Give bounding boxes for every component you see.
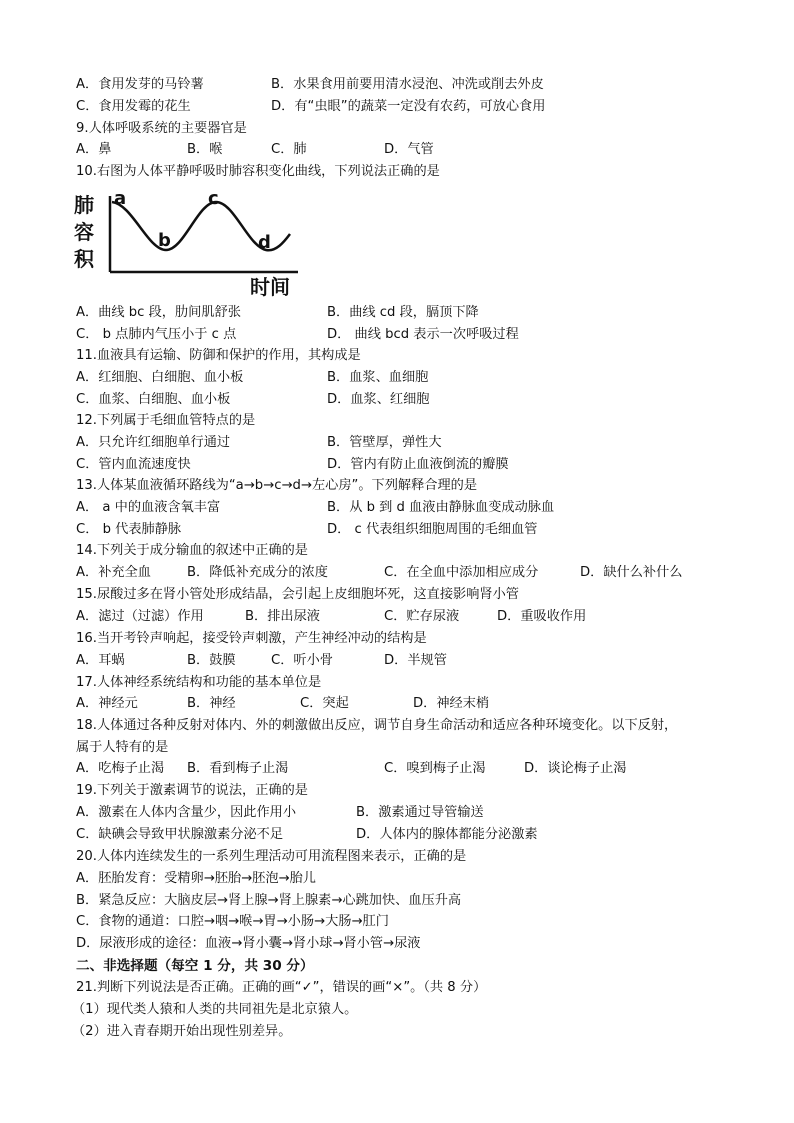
- q10-stem: 10.右图为人体平静呼吸时肺容积变化曲线，下列说法正确的是: [76, 164, 440, 179]
- q17-option-b: B．神经: [187, 696, 236, 711]
- q11-option-c: C．血浆、白细胞、血小板: [76, 392, 231, 407]
- q19-option-c: C．缺碘会导致甲状腺激素分泌不足: [76, 827, 284, 842]
- q14-option-d: D．缺什么补什么: [580, 565, 683, 580]
- q13-option-a: A． a 中的血液含氧丰富: [76, 500, 221, 515]
- q21-item-2: （2）进入青春期开始出现性别差异。: [72, 1024, 292, 1039]
- q13-stem: 13.人体某血液循环路线为“a→b→c→d→左心房”。下列解释合理的是: [76, 478, 478, 493]
- q13-option-d: D． c 代表组织细胞周围的毛细血管: [327, 522, 538, 537]
- q8-option-c: C．食用发霉的花生: [76, 99, 191, 114]
- q19-option-a: A．激素在人体内含量少，因此作用小: [76, 805, 297, 820]
- q20-stem: 20.人体内连续发生的一系列生理活动可用流程图来表示，正确的是: [76, 849, 467, 864]
- q20-option-c: C．食物的通道：口腔→咽→喉→胃→小肠→大肠→肛门: [76, 914, 389, 929]
- q16-option-c: C．听小骨: [271, 653, 333, 668]
- point-a: a: [114, 188, 127, 209]
- q10-option-a: A．曲线 bc 段，肋间肌舒张: [76, 305, 241, 320]
- lung-volume-chart: [72, 188, 302, 300]
- q9-option-a: A．鼻: [76, 142, 112, 157]
- q17-option-a: A．神经元: [76, 696, 138, 711]
- q12-option-a: A．只允许红细胞单行通过: [76, 435, 231, 450]
- q10-option-b: B．曲线 cd 段，膈顶下降: [327, 305, 479, 320]
- q15-option-d: D．重吸收作用: [497, 609, 587, 624]
- q16-option-d: D．半规管: [384, 653, 447, 668]
- q12-option-c: C．管内血流速度快: [76, 457, 191, 472]
- q16-option-a: A．耳蜗: [76, 653, 125, 668]
- q17-option-c: C．突起: [300, 696, 349, 711]
- q19-stem: 19.下列关于激素调节的说法，正确的是: [76, 783, 308, 798]
- point-b: b: [158, 230, 171, 251]
- q16-option-b: B．鼓膜: [187, 653, 236, 668]
- figure-ylabel-1: 肺: [74, 193, 94, 217]
- figure-xlabel: 时间: [250, 275, 290, 299]
- point-d: d: [258, 232, 271, 253]
- q9-option-c: C．肺: [271, 142, 307, 157]
- q20-option-a: A．胚胎发育：受精卵→胚胎→胚泡→胎儿: [76, 871, 316, 886]
- q18-option-b: B．看到梅子止渴: [187, 761, 289, 776]
- q13-option-c: C． b 代表肺静脉: [76, 522, 182, 537]
- q9-option-b: B．喉: [187, 142, 223, 157]
- q12-option-b: B．管壁厚，弹性大: [327, 435, 442, 450]
- q13-option-b: B．从 b 到 d 血液由静脉血变成动脉血: [327, 500, 555, 515]
- q10-option-d: D． 曲线 bcd 表示一次呼吸过程: [327, 327, 519, 342]
- section-2-title: 二、非选择题（每空 1 分，共 30 分）: [76, 958, 314, 974]
- q15-stem: 15.尿酸过多在肾小管处形成结晶，会引起上皮细胞坏死，这直接影响肾小管: [76, 587, 519, 602]
- figure-ylabel-3: 积: [74, 247, 94, 271]
- q21-item-1: （1）现代类人猿和人类的共同祖先是北京猿人。: [72, 1002, 358, 1017]
- q8-option-b: B．水果食用前要用清水浸泡、冲洗或削去外皮: [271, 77, 544, 92]
- q17-option-d: D．神经末梢: [413, 696, 490, 711]
- point-c: c: [208, 188, 219, 209]
- q14-option-b: B．降低补充成分的浓度: [187, 565, 328, 580]
- q20-option-d: D．尿液形成的途径：血液→肾小囊→肾小球→肾小管→尿液: [76, 936, 421, 951]
- q19-option-b: B．激素通过导管输送: [356, 805, 484, 820]
- q12-stem: 12.下列属于毛细血管特点的是: [76, 413, 256, 428]
- q20-option-b: B．紧急反应：大脑皮层→肾上腺→肾上腺素→心跳加快、血压升高: [76, 893, 462, 908]
- q15-option-a: A．滤过（过滤）作用: [76, 609, 204, 624]
- q14-option-c: C．在全血中添加相应成分: [384, 565, 539, 580]
- q11-stem: 11.血液具有运输、防御和保护的作用，其构成是: [76, 348, 361, 363]
- q14-option-a: A．补充全血: [76, 565, 151, 580]
- q9-option-d: D．气管: [384, 142, 434, 157]
- q11-option-b: B．血浆、血细胞: [327, 370, 429, 385]
- q10-option-c: C． b 点肺内气压小于 c 点: [76, 327, 237, 342]
- q12-option-d: D．管内有防止血液倒流的瓣膜: [327, 457, 509, 472]
- q11-option-d: D．血浆、红细胞: [327, 392, 430, 407]
- q15-option-c: C．贮存尿液: [384, 609, 460, 624]
- q17-stem: 17.人体神经系统结构和功能的基本单位是: [76, 675, 322, 690]
- q14-stem: 14.下列关于成分输血的叙述中正确的是: [76, 543, 308, 558]
- q11-option-a: A．红细胞、白细胞、血小板: [76, 370, 244, 385]
- q15-option-b: B．排出尿液: [245, 609, 320, 624]
- q19-option-d: D．人体内的腺体都能分泌激素: [356, 827, 538, 842]
- q18-option-a: A．吃梅子止渴: [76, 761, 165, 776]
- figure-ylabel-2: 容: [74, 220, 94, 244]
- q16-stem: 16.当开考铃声响起，接受铃声刺激，产生神经冲动的结构是: [76, 631, 427, 646]
- q18-option-c: C．嗅到梅子止渴: [384, 761, 486, 776]
- q8-option-a: A．食用发芽的马铃薯: [76, 77, 204, 92]
- lung-volume-figure: [72, 188, 302, 300]
- q21-stem: 21.判断下列说法是否正确。正确的画“✓”，错误的画“×”。（共 8 分）: [76, 980, 487, 995]
- q18-stem-line2: 属于人特有的是: [76, 740, 169, 755]
- q18-option-d: D．谈论梅子止渴: [524, 761, 627, 776]
- q8-option-d: D．有“虫眼”的蔬菜一定没有农药，可放心食用: [271, 99, 546, 114]
- q9-stem: 9.人体呼吸系统的主要器官是: [76, 121, 247, 136]
- q18-stem-line1: 18.人体通过各种反射对体内、外的刺激做出反应，调节自身生命活动和适应各种环境变化。以下反射，: [76, 718, 678, 733]
